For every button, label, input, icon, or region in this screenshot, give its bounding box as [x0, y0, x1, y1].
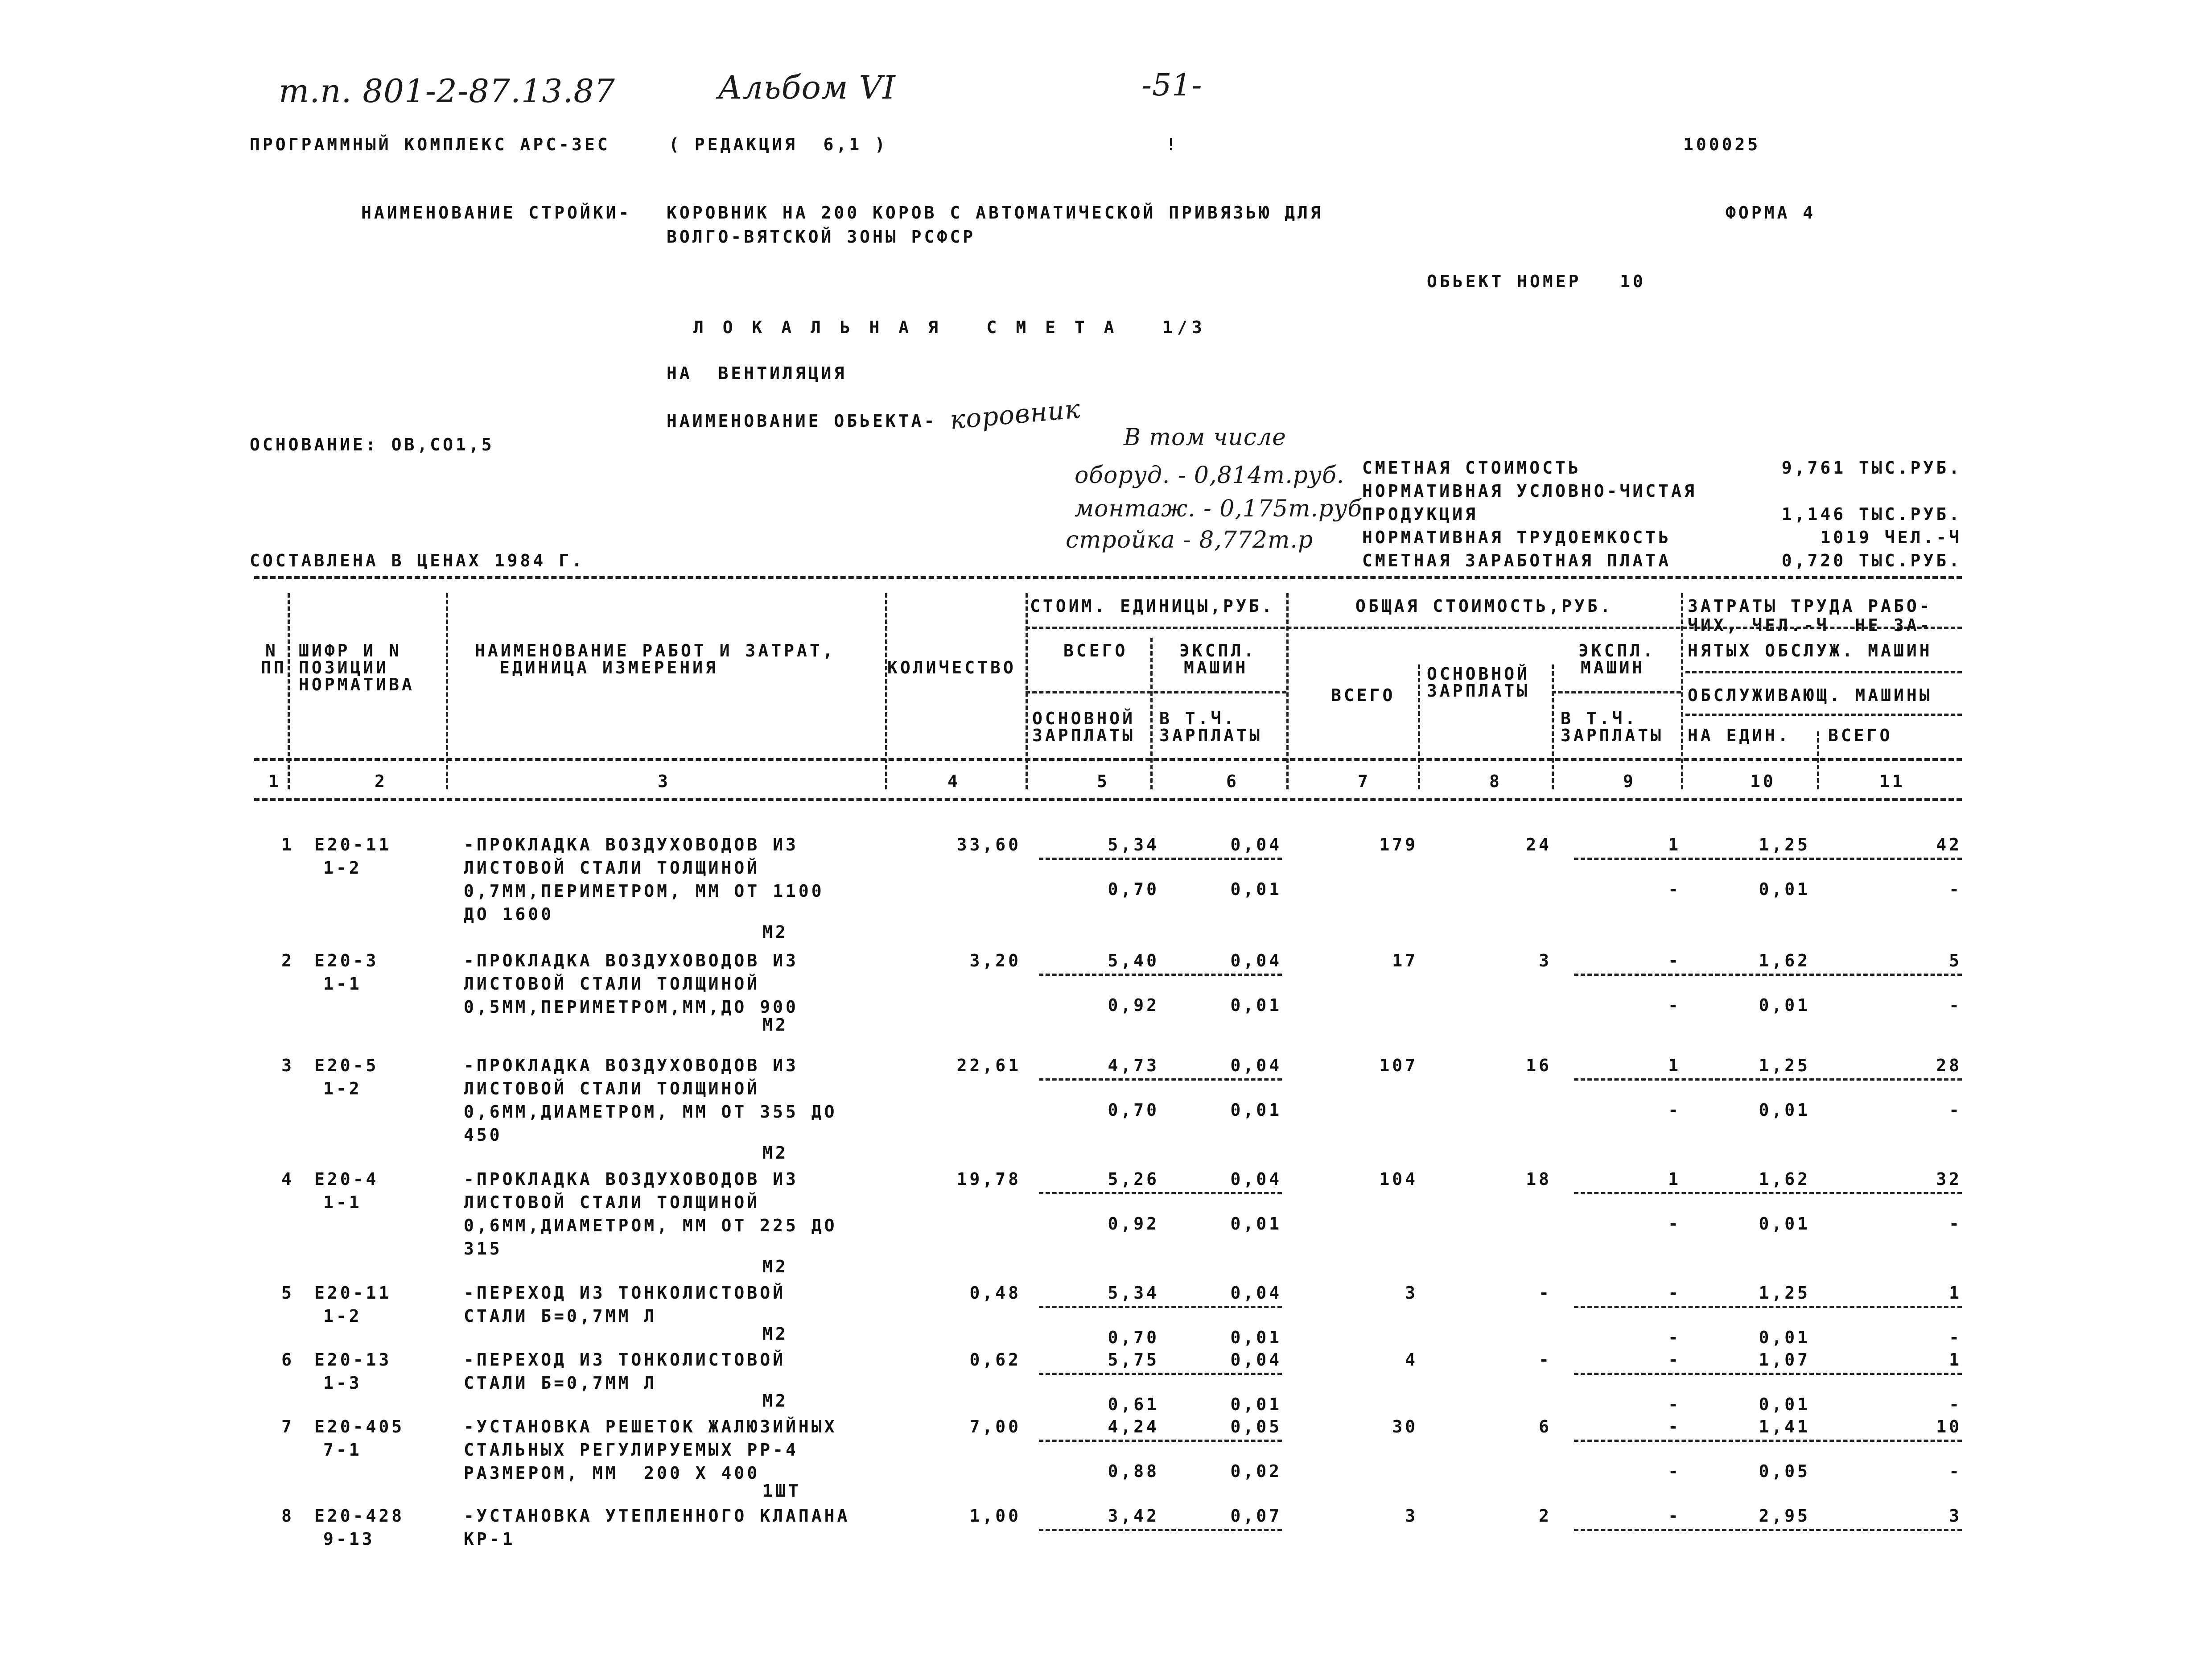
row-subrule: [1039, 858, 1282, 860]
row-total-machine-wage: -: [1668, 879, 1681, 899]
row-code: E20-11: [314, 1283, 392, 1303]
row-subrule: [1039, 1529, 1282, 1531]
hdr-uc-base-1: ОСНОВНОЙ: [1032, 709, 1136, 728]
row-labor-unit: 1,25: [1759, 835, 1810, 854]
row-unit-wage: 0,92: [1108, 1214, 1159, 1234]
row-subrule: [1039, 1373, 1282, 1375]
row-total-machines: -: [1668, 1506, 1681, 1526]
hdr-uc-incl-2: ЗАРПЛАТЫ: [1159, 726, 1263, 745]
row-unit-cost: 4,24: [1108, 1417, 1159, 1436]
row-unit-wage: 0,70: [1108, 879, 1159, 899]
row-unit-machines: 0,04: [1230, 1283, 1282, 1303]
row-number: 7: [281, 1417, 294, 1436]
row-quantity: 22,61: [956, 1056, 1021, 1075]
row-labor-unit-sub: 0,01: [1759, 1100, 1810, 1120]
row-labor-total-sub: -: [1949, 1328, 1962, 1347]
row-labor-unit: 1,41: [1759, 1417, 1810, 1436]
row-total-wage: 24: [1526, 835, 1552, 854]
hdr-uc-all: ВСЕГО: [1063, 641, 1128, 660]
row-code-sub: 1-1: [323, 974, 362, 994]
row-total: 3: [1405, 1506, 1418, 1526]
row-labor-unit: 1,62: [1759, 951, 1810, 970]
colnum-11: 11: [1879, 772, 1905, 791]
row-description: СТАЛИ Б=0,7ММ Л: [464, 1306, 657, 1326]
hdr-work-1: НАИМЕНОВАНИЕ РАБОТ И ЗАТРАТ,: [475, 641, 836, 660]
row-subrule: [1574, 1192, 1962, 1194]
hdr-code-2: ПОЗИЦИИ: [299, 658, 389, 677]
summary-label-4: НОРМАТИВНАЯ ТРУДОЕМКОСТЬ: [1362, 528, 1672, 547]
row-unit-cost: 5,34: [1108, 1283, 1159, 1303]
hdr-unit-cost: СТОИМ. ЕДИНИЦЫ,РУБ.: [1030, 596, 1275, 616]
row-quantity: 1,00: [969, 1506, 1021, 1526]
summary-value-3: 1,146 ТЫС.РУБ.: [1781, 504, 1962, 524]
row-labor-total: 32: [1936, 1169, 1962, 1189]
row-description: ЛИСТОВОЙ СТАЛИ ТОЛЩИНОЙ: [464, 974, 760, 994]
row-labor-unit: 1,07: [1759, 1350, 1810, 1370]
colnum-6: 6: [1226, 772, 1239, 791]
row-unit-machine-wage: 0,01: [1230, 1214, 1282, 1234]
row-subrule: [1574, 1529, 1962, 1531]
colnum-7: 7: [1358, 772, 1371, 791]
hdr-labor-4: ОБСЛУЖИВАЮЩ. МАШИНЫ: [1688, 685, 1932, 705]
row-total-machines: 1: [1668, 1169, 1681, 1189]
row-code: E20-428: [314, 1506, 405, 1526]
row-code: E20-11: [314, 835, 392, 854]
row-total: 4: [1405, 1350, 1418, 1370]
row-unit: М2: [762, 922, 788, 942]
row-labor-total: 1: [1949, 1283, 1962, 1303]
row-labor-unit-sub: 0,01: [1759, 1328, 1810, 1347]
row-total-wage: 2: [1539, 1506, 1552, 1526]
hdr-tc-mach-1: ЭКСПЛ.: [1578, 641, 1656, 660]
row-total-wage: 16: [1526, 1056, 1552, 1075]
row-total-machine-wage: -: [1668, 995, 1681, 1015]
row-total-machines: -: [1668, 1283, 1681, 1303]
row-code: E20-3: [314, 951, 379, 970]
row-unit-machine-wage: 0,01: [1230, 995, 1282, 1015]
row-total-wage: 3: [1539, 951, 1552, 970]
estimate-title: Л О К А Л Ь Н А Я С М Е Т А 1/3: [693, 318, 1207, 337]
row-code: E20-5: [314, 1056, 379, 1075]
hdr-uc-mach-1: ЭКСПЛ.: [1179, 641, 1257, 660]
hdr-labor-1: ЗАТРАТЫ ТРУДА РАБО-: [1688, 596, 1932, 616]
hdr-tc-incl-2: ЗАРПЛАТЫ: [1561, 726, 1664, 745]
row-description: -УСТАНОВКА УТЕПЛЕННОГО КЛАПАНА: [464, 1506, 850, 1526]
row-description: СТАЛИ Б=0,7ММ Л: [464, 1373, 657, 1393]
row-unit-cost: 5,26: [1108, 1169, 1159, 1189]
summary-value-5: 0,720 ТЫС.РУБ.: [1781, 551, 1962, 570]
program-name: ПРОГРАММНЫЙ КОМПЛЕКС АРС-ЗЕС: [250, 135, 610, 154]
row-number: 2: [281, 951, 294, 970]
row-total-machines: -: [1668, 951, 1681, 970]
program-mark: !: [1166, 135, 1179, 154]
row-description: ДО 1600: [464, 904, 554, 924]
row-total-machine-wage: -: [1668, 1461, 1681, 1481]
hdr-uc-mach-2: МАШИН: [1184, 658, 1248, 677]
row-code: E20-4: [314, 1169, 379, 1189]
program-edition: ( РЕДАКЦИЯ 6,1 ): [669, 135, 888, 154]
row-description: ЛИСТОВОЙ СТАЛИ ТОЛЩИНОЙ: [464, 858, 760, 878]
summary-label-5: СМЕТНАЯ ЗАРАБОТНАЯ ПЛАТА: [1362, 551, 1672, 570]
row-labor-total-sub: -: [1949, 1461, 1962, 1481]
colnum-4: 4: [947, 772, 960, 791]
row-labor-total-sub: -: [1949, 1100, 1962, 1120]
row-total-machines: 1: [1668, 835, 1681, 854]
colnum-5: 5: [1097, 772, 1110, 791]
row-code: E20-405: [314, 1417, 405, 1436]
row-quantity: 3,20: [969, 951, 1021, 970]
row-total-machine-wage: -: [1668, 1100, 1681, 1120]
summary-value-4: 1019 ЧЕЛ.-Ч: [1820, 528, 1962, 547]
row-code-sub: 7-1: [323, 1440, 362, 1460]
row-code-sub: 1-2: [323, 1079, 362, 1098]
row-quantity: 7,00: [969, 1417, 1021, 1436]
row-total: 30: [1392, 1417, 1418, 1436]
summary-label-2: НОРМАТИВНАЯ УСЛОВНО-ЧИСТАЯ: [1362, 481, 1697, 501]
row-description: -ПРОКЛАДКА ВОЗДУХОВОДОВ ИЗ: [464, 951, 799, 970]
row-quantity: 33,60: [956, 835, 1021, 854]
row-labor-total: 28: [1936, 1056, 1962, 1075]
row-unit-machines: 0,04: [1230, 1169, 1282, 1189]
row-labor-unit-sub: 0,01: [1759, 1214, 1810, 1234]
colnum-9: 9: [1623, 772, 1636, 791]
album-label: Альбом VI: [718, 69, 896, 106]
row-labor-unit-sub: 0,01: [1759, 995, 1810, 1015]
hdr-labor-2: ЧИХ, ЧЕЛ.-Ч НЕ ЗА-: [1688, 615, 1932, 635]
row-description: -ПРОКЛАДКА ВОЗДУХОВОДОВ ИЗ: [464, 1169, 799, 1189]
row-description: ЛИСТОВОЙ СТАЛИ ТОЛЩИНОЙ: [464, 1079, 760, 1098]
row-description: -ПРОКЛАДКА ВОЗДУХОВОДОВ ИЗ: [464, 835, 799, 854]
project-code: т.п. 801-2-87.13.87: [279, 72, 615, 110]
row-unit-wage: 0,88: [1108, 1461, 1159, 1481]
colnum-3: 3: [658, 772, 671, 791]
row-unit-cost: 3,42: [1108, 1506, 1159, 1526]
row-number: 8: [281, 1506, 294, 1526]
row-subrule: [1039, 1440, 1282, 1442]
colnum-10: 10: [1750, 772, 1776, 791]
hdr-pp: ПП: [261, 658, 287, 677]
handnote-line4: стройка - 8,772т.р: [1066, 527, 1314, 553]
row-number: 5: [281, 1283, 294, 1303]
colnum-1: 1: [268, 772, 281, 791]
estimate-subject: НА ВЕНТИЛЯЦИЯ: [667, 363, 847, 383]
row-number: 1: [281, 835, 294, 854]
hdr-labor-3: НЯТЫХ ОБСЛУЖ. МАШИН: [1688, 641, 1932, 660]
construction-name-line1: КОРОВНИК НА 200 КОРОВ С АВТОМАТИЧЕСКОЙ ПРИВЯЗЬЮ ДЛЯ: [667, 203, 1323, 223]
price-base: СОСТАВЛЕНА В ЦЕНАХ 1984 Г.: [250, 551, 585, 570]
row-unit: М2: [762, 1391, 788, 1411]
row-total-wage: -: [1539, 1350, 1552, 1370]
row-code: E20-13: [314, 1350, 392, 1370]
row-subrule: [1039, 1306, 1282, 1308]
row-unit-machine-wage: 0,01: [1230, 1395, 1282, 1414]
hdr-tc-incl-1: В Т.Ч.: [1561, 709, 1638, 728]
row-subrule: [1574, 858, 1962, 860]
row-description: РАЗМЕРОМ, ММ 200 Х 400: [464, 1463, 760, 1483]
row-description: 0,5ММ,ПЕРИМЕТРОМ,ММ,ДО 900: [464, 997, 799, 1017]
row-code-sub: 1-3: [323, 1373, 362, 1393]
colnum-2: 2: [375, 772, 387, 791]
handnote-line2: оборуд. - 0,814т.руб.: [1075, 462, 1345, 489]
row-total: 17: [1392, 951, 1418, 970]
summary-label-3: ПРОДУКЦИЯ: [1362, 504, 1478, 524]
row-labor-unit-sub: 0,05: [1759, 1461, 1810, 1481]
row-labor-total: 5: [1949, 951, 1962, 970]
colnum-8: 8: [1489, 772, 1502, 791]
row-labor-unit: 1,62: [1759, 1169, 1810, 1189]
hdr-labor-unit: НА ЕДИН.: [1688, 726, 1791, 745]
hdr-work-2: ЕДИНИЦА ИЗМЕРЕНИЯ: [499, 658, 718, 677]
object-name-handwritten: коровник: [948, 393, 1082, 435]
summary-value-1: 9,761 ТЫС.РУБ.: [1781, 458, 1962, 478]
row-unit: М2: [762, 1143, 788, 1163]
row-description: 450: [464, 1125, 503, 1145]
row-labor-unit: 2,95: [1759, 1506, 1810, 1526]
hdr-labor-total: ВСЕГО: [1828, 726, 1893, 745]
hdr-total-cost: ОБЩАЯ СТОИМОСТЬ,РУБ.: [1355, 596, 1613, 616]
row-description: -ПЕРЕХОД ИЗ ТОНКОЛИСТОВОЙ: [464, 1283, 786, 1303]
row-total-machines: 1: [1668, 1056, 1681, 1075]
row-unit-machine-wage: 0,01: [1230, 1328, 1282, 1347]
row-total-wage: 18: [1526, 1169, 1552, 1189]
row-total-machines: -: [1668, 1350, 1681, 1370]
row-total: 107: [1379, 1056, 1418, 1075]
construction-name-line2: ВОЛГО-ВЯТСКОЙ ЗОНЫ РСФСР: [667, 227, 976, 247]
row-unit-cost: 5,75: [1108, 1350, 1159, 1370]
handnote-line1: В том числе: [1124, 424, 1286, 451]
row-unit-wage: 0,61: [1108, 1395, 1159, 1414]
row-labor-total: 3: [1949, 1506, 1962, 1526]
row-subrule: [1039, 1078, 1282, 1081]
row-unit: М2: [762, 1324, 788, 1344]
row-description: 0,6ММ,ДИАМЕТРОМ, ММ ОТ 225 ДО: [464, 1216, 837, 1235]
row-labor-total-sub: -: [1949, 879, 1962, 899]
row-total: 3: [1405, 1283, 1418, 1303]
handnote-line3: монтаж. - 0,175т.руб: [1075, 495, 1363, 522]
row-unit-machines: 0,04: [1230, 951, 1282, 970]
row-subrule: [1574, 1373, 1962, 1375]
row-code-sub: 1-2: [323, 1306, 362, 1326]
row-unit-machine-wage: 0,01: [1230, 1100, 1282, 1120]
row-quantity: 0,48: [969, 1283, 1021, 1303]
hdr-quantity: КОЛИЧЕСТВО: [887, 658, 1016, 677]
row-labor-total-sub: -: [1949, 1395, 1962, 1414]
hdr-code-3: НОРМАТИВА: [299, 675, 415, 694]
row-total: 104: [1379, 1169, 1418, 1189]
row-unit-machines: 0,04: [1230, 835, 1282, 854]
row-description: КР-1: [464, 1529, 515, 1549]
object-number: ОБЬЕКТ НОМЕР 10: [1427, 272, 1646, 291]
row-number: 4: [281, 1169, 294, 1189]
row-subrule: [1574, 974, 1962, 976]
row-code-sub: 1-1: [323, 1193, 362, 1212]
row-total: 179: [1379, 835, 1418, 854]
row-unit: М2: [762, 1015, 788, 1035]
row-code-sub: 1-2: [323, 858, 362, 878]
summary-label-1: СМЕТНАЯ СТОИМОСТЬ: [1362, 458, 1581, 478]
row-code-sub: 9-13: [323, 1529, 375, 1549]
construction-label: НАИМЕНОВАНИЕ СТРОЙКИ-: [361, 203, 632, 223]
hdr-tc-base-2: ЗАРПЛАТЫ: [1427, 681, 1530, 701]
row-unit-machines: 0,04: [1230, 1350, 1282, 1370]
row-total-wage: 6: [1539, 1417, 1552, 1436]
hdr-tc-all: ВСЕГО: [1331, 685, 1396, 705]
hdr-uc-base-2: ЗАРПЛАТЫ: [1032, 726, 1136, 745]
row-subrule: [1039, 1192, 1282, 1194]
row-labor-total: 10: [1936, 1417, 1962, 1436]
row-unit-machines: 0,04: [1230, 1056, 1282, 1075]
row-total-machine-wage: -: [1668, 1328, 1681, 1347]
row-description: 315: [464, 1239, 503, 1259]
row-labor-unit-sub: 0,01: [1759, 879, 1810, 899]
row-quantity: 0,62: [969, 1350, 1021, 1370]
row-labor-unit: 1,25: [1759, 1056, 1810, 1075]
row-labor-total-sub: -: [1949, 995, 1962, 1015]
row-number: 3: [281, 1056, 294, 1075]
hdr-n: N: [265, 641, 278, 660]
row-subrule: [1039, 974, 1282, 976]
hdr-code-1: ШИФР И N: [299, 641, 402, 660]
row-unit-wage: 0,70: [1108, 1100, 1159, 1120]
row-quantity: 19,78: [956, 1169, 1021, 1189]
hdr-uc-incl-1: В Т.Ч.: [1159, 709, 1237, 728]
row-labor-unit-sub: 0,01: [1759, 1395, 1810, 1414]
row-number: 6: [281, 1350, 294, 1370]
row-total-wage: -: [1539, 1283, 1552, 1303]
row-description: -УСТАНОВКА РЕШЕТОК ЖАЛЮЗИЙНЫХ: [464, 1417, 837, 1436]
hdr-tc-base-1: ОСНОВНОЙ: [1427, 664, 1530, 684]
row-labor-total-sub: -: [1949, 1214, 1962, 1234]
row-unit-machine-wage: 0,02: [1230, 1461, 1282, 1481]
row-unit-machines: 0,07: [1230, 1506, 1282, 1526]
row-labor-unit: 1,25: [1759, 1283, 1810, 1303]
row-total-machine-wage: -: [1668, 1214, 1681, 1234]
basis: ОСНОВАНИЕ: ОВ,СО1,5: [250, 435, 494, 454]
row-subrule: [1574, 1306, 1962, 1308]
row-description: ЛИСТОВОЙ СТАЛИ ТОЛЩИНОЙ: [464, 1193, 760, 1212]
row-unit: М2: [762, 1257, 788, 1276]
row-unit-wage: 0,92: [1108, 995, 1159, 1015]
object-name-label: НАИМЕНОВАНИЕ ОБЬЕКТА-: [667, 411, 937, 431]
hdr-tc-mach-2: МАШИН: [1581, 658, 1645, 677]
row-total-machines: -: [1668, 1417, 1681, 1436]
row-labor-total: 42: [1936, 835, 1962, 854]
row-unit-cost: 5,34: [1108, 835, 1159, 854]
row-unit-machine-wage: 0,01: [1230, 879, 1282, 899]
form-label: ФОРМА 4: [1726, 203, 1816, 223]
document-code: 100025: [1683, 135, 1761, 154]
row-unit-cost: 5,40: [1108, 951, 1159, 970]
row-unit-machines: 0,05: [1230, 1417, 1282, 1436]
row-unit: 1ШТ: [762, 1481, 801, 1501]
row-labor-total: 1: [1949, 1350, 1962, 1370]
page-number: -51-: [1141, 68, 1203, 103]
row-description: -ПЕРЕХОД ИЗ ТОНКОЛИСТОВОЙ: [464, 1350, 786, 1370]
row-description: 0,6ММ,ДИАМЕТРОМ, ММ ОТ 355 ДО: [464, 1102, 837, 1122]
row-description: 0,7ММ,ПЕРИМЕТРОМ, ММ ОТ 1100: [464, 881, 824, 901]
row-unit-cost: 4,73: [1108, 1056, 1159, 1075]
row-total-machine-wage: -: [1668, 1395, 1681, 1414]
row-subrule: [1574, 1078, 1962, 1081]
row-unit-wage: 0,70: [1108, 1328, 1159, 1347]
row-description: -ПРОКЛАДКА ВОЗДУХОВОДОВ ИЗ: [464, 1056, 799, 1075]
row-description: СТАЛЬНЫХ РЕГУЛИРУЕМЫХ РР-4: [464, 1440, 799, 1460]
row-subrule: [1574, 1440, 1962, 1442]
